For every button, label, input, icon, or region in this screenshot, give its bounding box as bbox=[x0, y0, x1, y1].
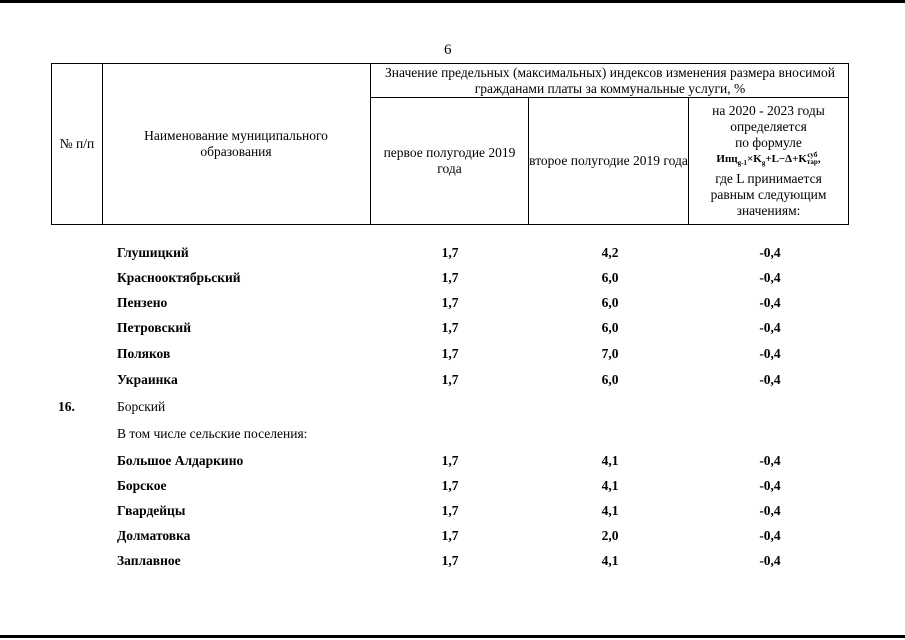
value-h1-2019: 1,7 bbox=[441, 372, 459, 387]
formula-rest: +L−Δ+K bbox=[765, 152, 807, 165]
value-h2-2019: 6,0 bbox=[601, 270, 619, 285]
municipality-name: Пензено bbox=[117, 295, 168, 310]
municipality-name: Гвардейцы bbox=[117, 503, 186, 518]
value-h1-2019: 1,7 bbox=[441, 503, 459, 518]
col-h3-header bbox=[689, 98, 848, 224]
col-h3-line: по формуле bbox=[735, 134, 802, 150]
municipality-name: Большое Алдаркино bbox=[117, 453, 244, 468]
municipality-name: Украинка bbox=[117, 372, 178, 387]
value-h1-2019: 1,7 bbox=[441, 270, 459, 285]
formula-base: Ипц bbox=[716, 152, 738, 165]
value-L: -0,4 bbox=[759, 245, 781, 260]
formula-times: ×K bbox=[746, 152, 762, 165]
col-num-header: № п/п bbox=[59, 136, 95, 151]
top-border bbox=[0, 0, 905, 3]
value-L: -0,4 bbox=[759, 553, 781, 568]
col-name-header: Наименование муниципального образования bbox=[144, 128, 328, 159]
municipality-name: В том числе сельские поселения: bbox=[117, 426, 308, 441]
value-h1-2019: 1,7 bbox=[441, 295, 459, 310]
municipality-name: Глушицкий bbox=[117, 245, 189, 260]
value-h2-2019: 4,1 bbox=[601, 553, 619, 568]
col-h3-line: где L принимается bbox=[715, 171, 822, 187]
formula-sup: суб bbox=[807, 151, 818, 160]
value-L: -0,4 bbox=[759, 372, 781, 387]
value-h2-2019: 6,0 bbox=[601, 295, 619, 310]
value-L: -0,4 bbox=[759, 503, 781, 518]
value-h1-2019: 1,7 bbox=[441, 245, 459, 260]
municipality-name: Петровский bbox=[117, 320, 191, 335]
formula-sub: g-1 bbox=[737, 159, 747, 168]
value-h1-2019: 1,7 bbox=[441, 478, 459, 493]
col-h3-line: значениям: bbox=[736, 203, 801, 219]
formula-tail: , bbox=[817, 152, 821, 165]
header-rule-bottom bbox=[51, 224, 849, 225]
formula-sub: g bbox=[761, 159, 766, 168]
value-L: -0,4 bbox=[759, 270, 781, 285]
value-L: -0,4 bbox=[759, 453, 781, 468]
municipality-name: Заплавное bbox=[117, 553, 181, 568]
col-h2-header: второе полугодие 2019 года bbox=[529, 153, 688, 168]
value-L: -0,4 bbox=[759, 320, 781, 335]
col-group-header: Значение предельных (максимальных) индексов изменения размера вносимой гражданами платы за коммунальные услуги, % bbox=[385, 64, 835, 96]
col-h3-line: равным следующим bbox=[710, 187, 827, 203]
col-h1-header: первое полугодие 2019 года bbox=[383, 145, 516, 176]
value-h2-2019: 7,0 bbox=[601, 346, 619, 361]
table-header bbox=[51, 63, 849, 225]
col-h3-line: на 2020 - 2023 годы bbox=[712, 102, 825, 118]
header-vline bbox=[848, 63, 849, 225]
header-vline bbox=[102, 63, 103, 225]
value-h2-2019: 6,0 bbox=[601, 320, 619, 335]
col-h3-line: определяется bbox=[730, 118, 807, 134]
formula bbox=[716, 151, 820, 171]
formula-sub: тар bbox=[806, 158, 818, 167]
value-L: -0,4 bbox=[759, 295, 781, 310]
value-h1-2019: 1,7 bbox=[441, 346, 459, 361]
value-h2-2019: 4,1 bbox=[601, 503, 619, 518]
value-h2-2019: 6,0 bbox=[601, 372, 619, 387]
value-L: -0,4 bbox=[759, 528, 781, 543]
value-h1-2019: 1,7 bbox=[441, 320, 459, 335]
value-h2-2019: 2,0 bbox=[601, 528, 619, 543]
bottom-border bbox=[0, 635, 905, 638]
value-L: -0,4 bbox=[759, 478, 781, 493]
value-h2-2019: 4,1 bbox=[601, 453, 619, 468]
municipality-name: Поляков bbox=[117, 346, 171, 361]
municipality-name: Долматовка bbox=[117, 528, 191, 543]
value-h1-2019: 1,7 bbox=[441, 453, 459, 468]
municipality-name: Борский bbox=[117, 399, 166, 414]
municipality-name: Борское bbox=[117, 478, 167, 493]
value-h1-2019: 1,7 bbox=[441, 553, 459, 568]
value-h2-2019: 4,1 bbox=[601, 478, 619, 493]
municipality-name: Краснооктябрьский bbox=[117, 270, 241, 285]
value-h2-2019: 4,2 bbox=[601, 245, 619, 260]
value-L: -0,4 bbox=[759, 346, 781, 361]
row-number: 16. bbox=[58, 399, 75, 414]
page-number: 6 bbox=[444, 42, 452, 58]
value-h1-2019: 1,7 bbox=[441, 528, 459, 543]
